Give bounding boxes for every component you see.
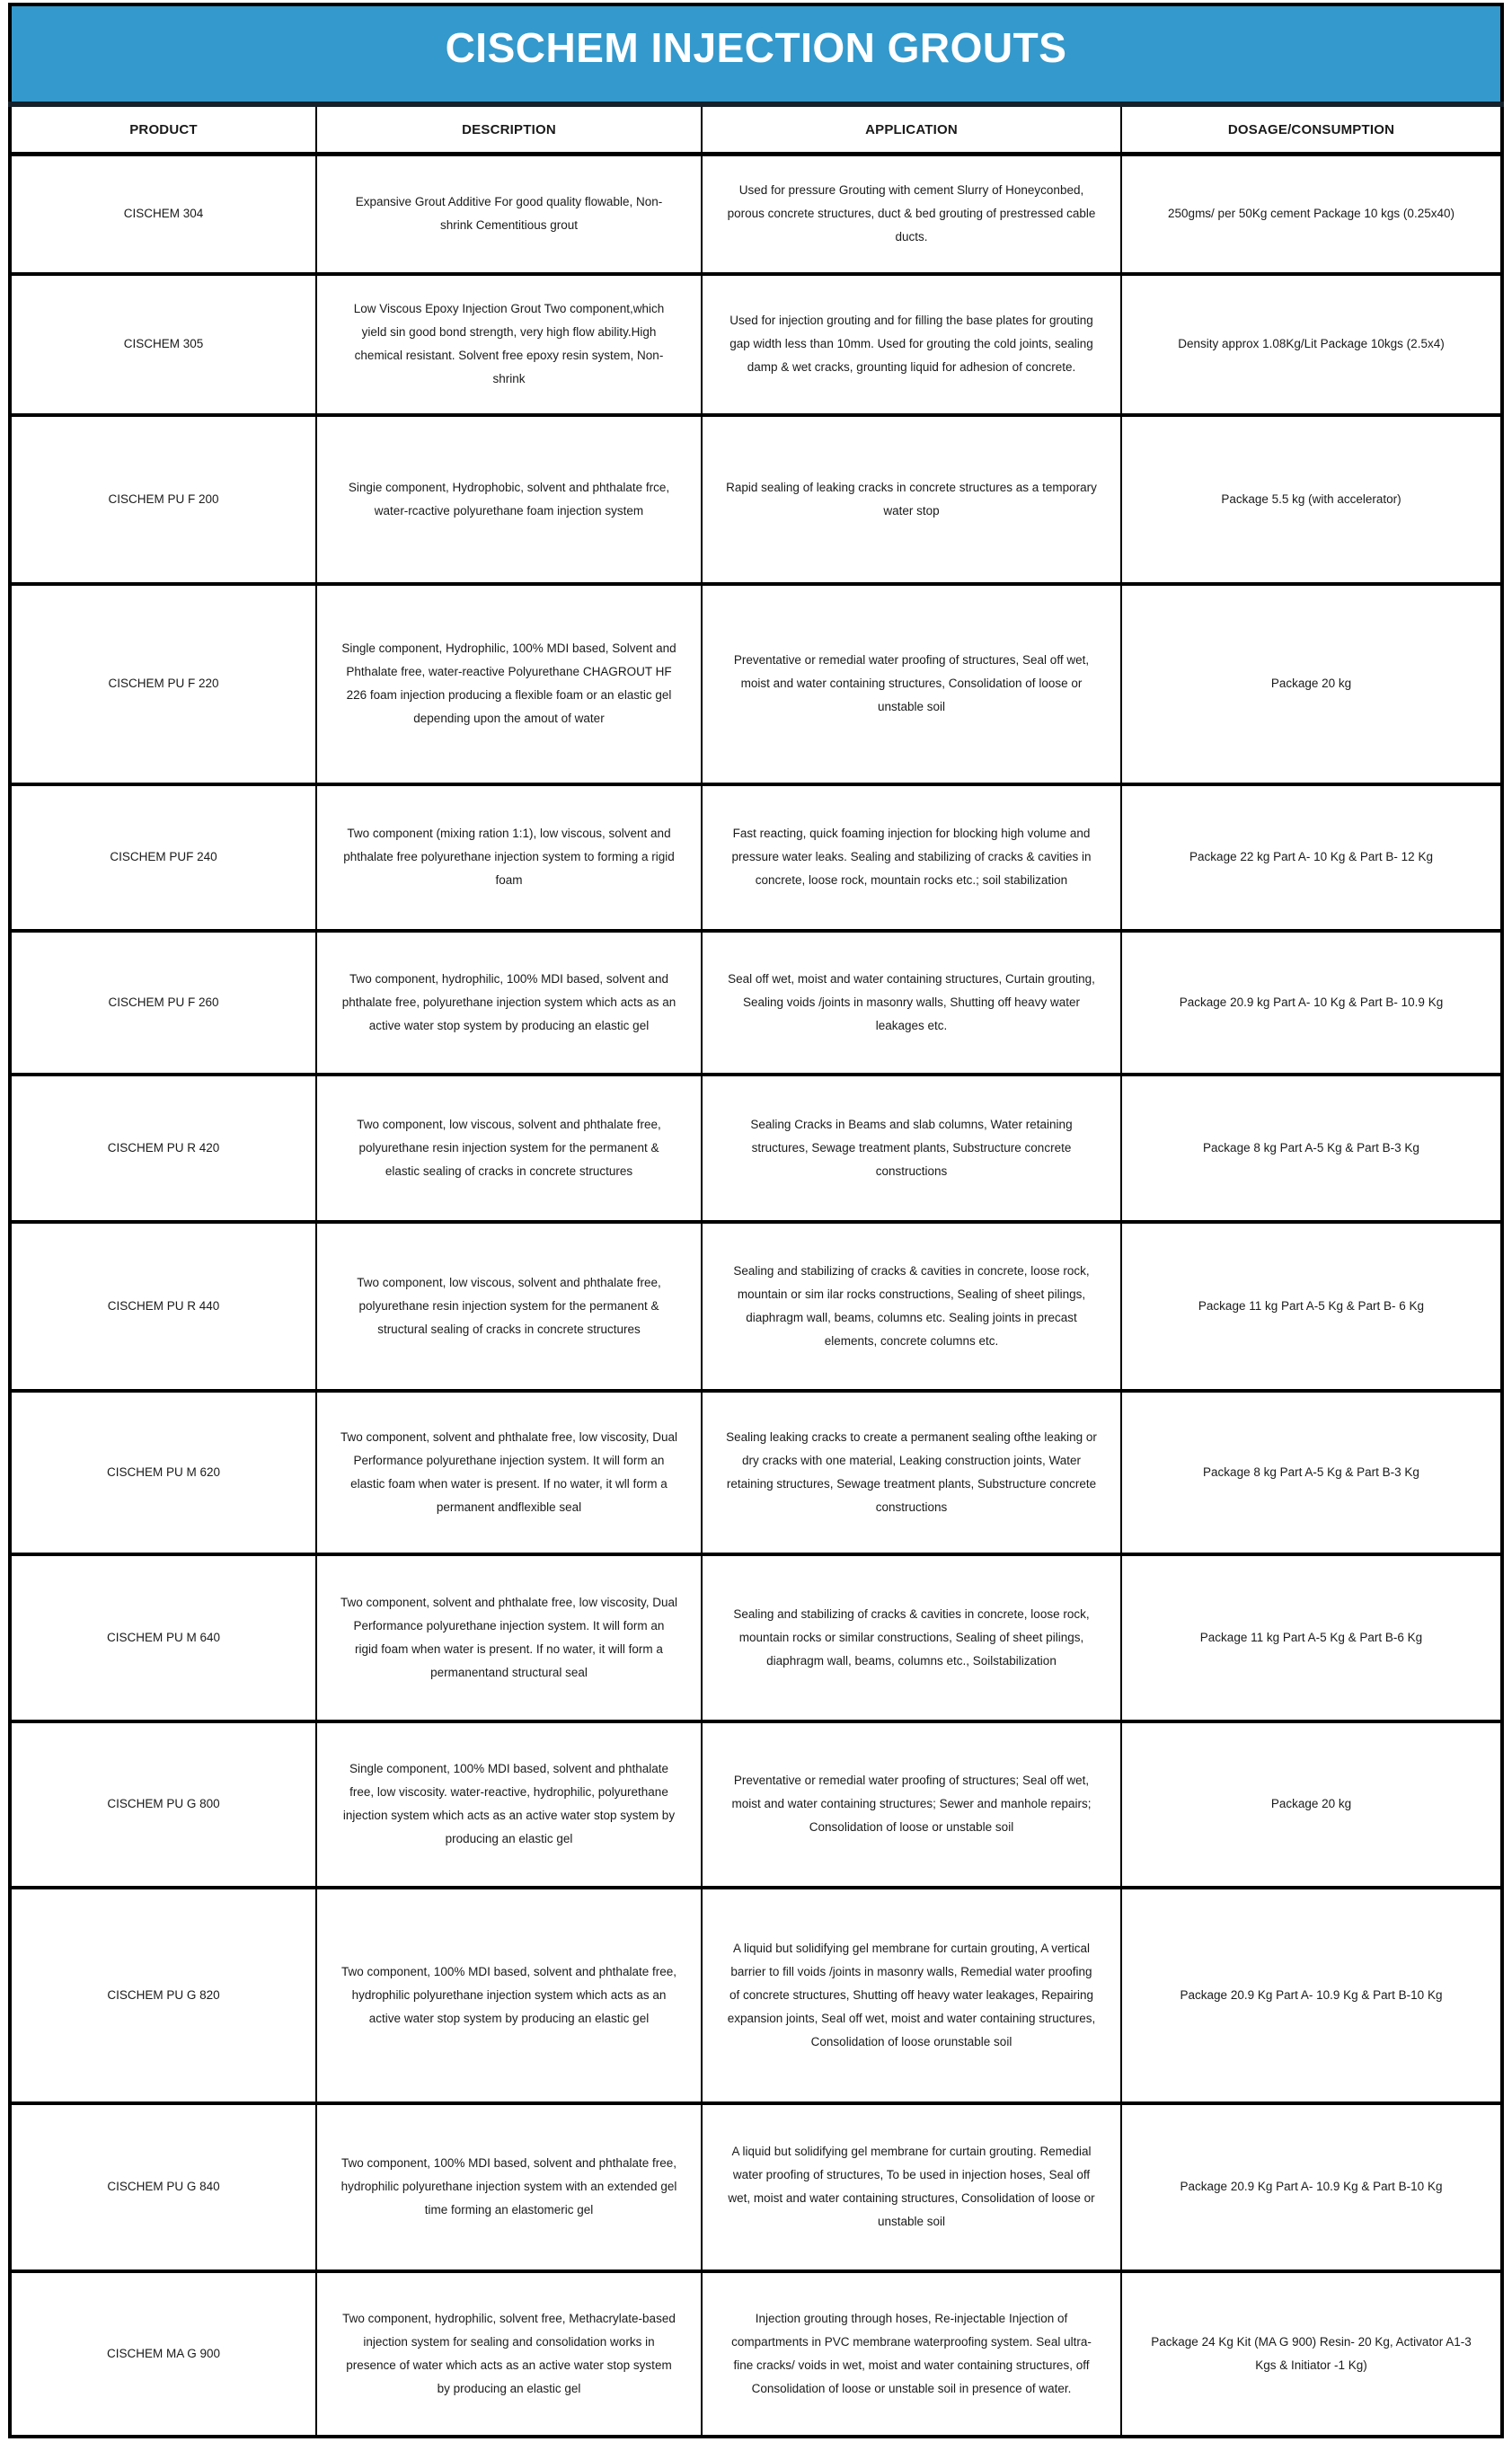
product-cell: CISCHEM PU F 200 [10,415,316,584]
product-cell: CISCHEM PUF 240 [10,784,316,931]
table-row [10,1222,1502,1391]
dosage-cell: Density approx 1.08Kg/Lit Package 10kgs (2.5x4) [1121,274,1502,415]
table-row [10,1554,1502,1721]
table-row [10,1391,1502,1554]
application-cell: Sealing and stabilizing of cracks & cavities in concrete, loose rock, mountain rocks or similar constructions, Sealing of sheet pilings, diaphragm wall, beams, columns etc., Soilstabilization [702,1554,1121,1721]
application-cell: Seal off wet, moist and water containing structures, Curtain grouting, Sealing voids /joints in masonry walls, Shutting off heavy water leakages etc. [702,931,1121,1075]
table-row [10,584,1502,784]
application-cell: Injection grouting through hoses, Re-injectable Injection of compartments in PVC membrane waterproofing system. Seal ultra-fine cracks/ voids in wet, moist and water containing structures, off Consolidation of loose or unstable soil in presence of water. [702,2271,1121,2437]
product-cell: CISCHEM MA G 900 [10,2271,316,2437]
product-cell: CISCHEM 304 [10,155,316,274]
description-cell: Two component, solvent and phthalate free, low viscosity, Dual Performance polyurethane injection system. It will form an rigid foam when water is present. If no water, it will form a permanentand structural seal [316,1554,702,1721]
table-row [10,2271,1502,2437]
table-row [10,415,1502,584]
column-header-row [10,104,1502,155]
table-body [10,155,1502,2437]
dosage-cell: 250gms/ per 50Kg cement Package 10 kgs (0.25x40) [1121,155,1502,274]
description-cell: Two component, 100% MDI based, solvent and phthalate free, hydrophilic polyurethane injection system with an extended gel time forming an elastomeric gel [316,2103,702,2271]
table-row [10,2103,1502,2271]
product-cell: CISCHEM PU G 800 [10,1721,316,1888]
dosage-cell: Package 8 kg Part A-5 Kg & Part B-3 Kg [1121,1391,1502,1554]
product-cell: CISCHEM 305 [10,274,316,415]
table-row [10,784,1502,931]
application-cell: Used for pressure Grouting with cement Slurry of Honeyconbed, porous concrete structures, duct & bed grouting of prestressed cable ducts. [702,155,1121,274]
table-row [10,1721,1502,1888]
dosage-cell: Package 20.9 Kg Part A- 10.9 Kg & Part B-10 Kg [1121,2103,1502,2271]
product-cell: CISCHEM PU R 420 [10,1075,316,1222]
dosage-cell: Package 8 kg Part A-5 Kg & Part B-3 Kg [1121,1075,1502,1222]
col-header-product: PRODUCT [10,104,316,155]
page-title: CISCHEM INJECTION GROUTS [10,4,1502,104]
application-cell: A liquid but solidifying gel membrane for curtain grouting. Remedial water proofing of structures, To be used in injection hoses, Seal off wet, moist and water containing structures, Consolidation of loose or unstable soil [702,2103,1121,2271]
table-row [10,931,1502,1075]
title-row [10,4,1502,104]
product-cell: CISCHEM PU F 260 [10,931,316,1075]
dosage-cell: Package 20 kg [1121,1721,1502,1888]
application-cell: A liquid but solidifying gel membrane for curtain grouting, A vertical barrier to fill voids /joints in masonry walls, Remedial water proofing of concrete structures, Shutting off heavy water leakages, Repairing expansion joints, Seal off wet, moist and water containing structures, Consolidation of loose orunstable soil [702,1888,1121,2103]
dosage-cell: Package 20.9 kg Part A- 10 Kg & Part B- 10.9 Kg [1121,931,1502,1075]
table-row [10,1075,1502,1222]
application-cell: Fast reacting, quick foaming injection for blocking high volume and pressure water leaks. Sealing and stabilizing of cracks & cavities in concrete, loose rock, mountain rocks etc.; soil stabilization [702,784,1121,931]
table-row [10,274,1502,415]
dosage-cell: Package 20.9 Kg Part A- 10.9 Kg & Part B-10 Kg [1121,1888,1502,2103]
description-cell: Two component, hydrophilic, 100% MDI based, solvent and phthalate free, polyurethane injection system which acts as an active water stop system by producing an elastic gel [316,931,702,1075]
description-cell: Low Viscous Epoxy Injection Grout Two component,which yield sin good bond strength, very high flow ability.High chemical resistant. Solvent free epoxy resin system, Non-shrink [316,274,702,415]
table-row [10,1888,1502,2103]
application-cell: Rapid sealing of leaking cracks in concrete structures as a temporary water stop [702,415,1121,584]
product-cell: CISCHEM PU G 840 [10,2103,316,2271]
col-header-dosage: DOSAGE/CONSUMPTION [1121,104,1502,155]
injection-grouts-table [8,3,1504,2438]
col-header-description: DESCRIPTION [316,104,702,155]
description-cell: Two component, hydrophilic, solvent free, Methacrylate-based injection system for sealing and consolidation works in presence of water which acts as an active water stop system by producing an elastic gel [316,2271,702,2437]
dosage-cell: Package 11 kg Part A-5 Kg & Part B- 6 Kg [1121,1222,1502,1391]
product-cell: CISCHEM PU M 620 [10,1391,316,1554]
dosage-cell: Package 11 kg Part A-5 Kg & Part B-6 Kg [1121,1554,1502,1721]
application-cell: Used for injection grouting and for filling the base plates for grouting gap width less than 10mm. Used for grouting the cold joints, sealing damp & wet cracks, grounting liquid for adhesion of concrete. [702,274,1121,415]
description-cell: Expansive Grout Additive For good quality flowable, Non-shrink Cementitious grout [316,155,702,274]
application-cell: Sealing leaking cracks to create a permanent sealing ofthe leaking or dry cracks with one material, Leaking construction joints, Water retaining structures, Sewage treatment plants, Substructure concrete constructions [702,1391,1121,1554]
dosage-cell: Package 22 kg Part A- 10 Kg & Part B- 12 Kg [1121,784,1502,931]
dosage-cell: Package 20 kg [1121,584,1502,784]
col-header-application: APPLICATION [702,104,1121,155]
description-cell: Single component, 100% MDI based, solvent and phthalate free, low viscosity. water-reactive, hydrophilic, polyurethane injection system which acts as an active water stop system by producing an elastic gel [316,1721,702,1888]
description-cell: Two component, low viscous, solvent and phthalate free, polyurethane resin injection system for the permanent & structural sealing of cracks in concrete structures [316,1222,702,1391]
description-cell: Single component, Hydrophilic, 100% MDI based, Solvent and Phthalate free, water-reactive Polyurethane CHAGROUT HF 226 foam injection producing a flexible foam or an elastic gel depending upon the amout of water [316,584,702,784]
table-row [10,155,1502,274]
product-cell: CISCHEM PU R 440 [10,1222,316,1391]
dosage-cell: Package 5.5 kg (with accelerator) [1121,415,1502,584]
description-cell: Singie component, Hydrophobic, solvent and phthalate frce, water-rcactive polyurethane foam injection system [316,415,702,584]
application-cell: Sealing Cracks in Beams and slab columns, Water retaining structures, Sewage treatment plants, Substructure concrete constructions [702,1075,1121,1222]
description-cell: Two component (mixing ration 1:1), low viscous, solvent and phthalate free polyurethane injection system to forming a rigid foam [316,784,702,931]
description-cell: Two component, low viscous, solvent and phthalate free, polyurethane resin injection system for the permanent & elastic sealing of cracks in concrete structures [316,1075,702,1222]
product-cell: CISCHEM PU G 820 [10,1888,316,2103]
application-cell: Preventative or remedial water proofing of structures, Seal off wet, moist and water containing structures, Consolidation of loose or unstable soil [702,584,1121,784]
application-cell: Preventative or remedial water proofing of structures; Seal off wet, moist and water containing structures; Sewer and manhole repairs; Consolidation of loose or unstable soil [702,1721,1121,1888]
dosage-cell: Package 24 Kg Kit (MA G 900) Resin- 20 Kg, Activator A1-3 Kgs & Initiator -1 Kg) [1121,2271,1502,2437]
product-cell: CISCHEM PU F 220 [10,584,316,784]
description-cell: Two component, solvent and phthalate free, low viscosity, Dual Performance polyurethane injection system. It will form an elastic foam when water is present. If no water, it wll form a permanent andflexible seal [316,1391,702,1554]
product-cell: CISCHEM PU M 640 [10,1554,316,1721]
description-cell: Two component, 100% MDI based, solvent and phthalate free, hydrophilic polyurethane injection system which acts as an active water stop system by producing an elastic gel [316,1888,702,2103]
application-cell: Sealing and stabilizing of cracks & cavities in concrete, loose rock, mountain or sim ilar rocks constructions, Sealing of sheet pilings, diaphragm wall, beams, columns etc. Sealing joints in precast elements, concrete columns etc. [702,1222,1121,1391]
